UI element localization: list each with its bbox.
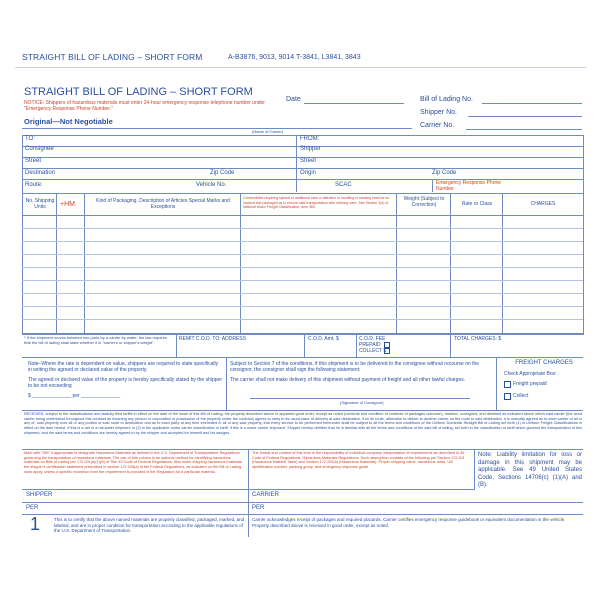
col-line — [450, 193, 451, 333]
page-number: 1 — [30, 514, 41, 534]
table-row-line — [22, 267, 583, 268]
carrier-name-field[interactable] — [22, 128, 412, 129]
zip-code-label[interactable]: Zip Code — [210, 170, 235, 176]
cod-amount-label[interactable]: C.O.D. Amt. $ — [308, 336, 339, 342]
liability-note: Note: Liability limitation for loss or damage in this shipment may be applicable. See 49 United States Code, Sections 14706(c) (1)(A) and (B). — [478, 452, 582, 488]
zip-code-label-2[interactable]: Zip Code — [432, 170, 457, 176]
shipper-label[interactable]: Shipper — [300, 146, 321, 152]
declared-value-field[interactable]: $ ______________ per ______________ — [28, 393, 121, 399]
hm-mark-note: Mark with "HM" if appropriate to designate Hazardous Materials as defined in the U.S. Department of Transportation Regulations governing the transportation of hazardous materials. The use of this column is an optional method for identifying hazardous materials on Bills of Lading per 172.201(a)(1)(iii) of Title 49 Code of Federal Regulations. Also when shipping hazardous materials, the shipper's certification statement prescribed in section 172.204(a) of the Federal Regulations, as indicated on the Bill of Lading does apply, unless a specific exception from the requirement is provided in the Regulation for a particular material. — [24, 451, 243, 474]
received-terms: RECEIVED, subject to the classifications and lawfully filed tariffs in effect on the date of the issue of this Bill of Lading, the property described above in apparent good order, except as noted (contents and condition of contents of packages unknown), marked, consigned, and destined as indicated above which said carrier (the word carrier being understood throughout this contract as meaning any person or corporation in possession of the property under the contract) agrees to carry to its usual place of delivery at said destination, if on its route, otherwise to deliver to another carrier on the route to said destination. It is mutually agreed as to each carrier of all or any of, said property over all or any portion of said route to destination and as to each party at any time interested in all or any said property, that every service to be performed hereunder shall be subject to all the terms and conditions of the Uniform Domestic Straight Bill of Lading set forth (1) in Uniform Freight Classifications in effect on the date hereof, if this is a rail or a rail-water shipment or (2) in the applicable motor carrier classification or tariff, if this is a motor carrier shipment. Shipper hereby certifies that he is familiar with all the terms and conditions of the said bill of lading, set forth in the classification or tariff which governs the transportation of this shipment, and the said terms and conditions are hereby agreed to by the shipper and accepted for himself and his assigns. — [24, 412, 582, 435]
carrier-per-label: PER — [252, 505, 265, 511]
name-of-carrier-caption: (Name of Carrier) — [252, 129, 284, 134]
carrier-signature-field[interactable] — [248, 502, 583, 503]
col-line — [240, 193, 241, 333]
agreed-value-statement: The agreed or declared value of the property is hereby specifically stated by the shipper to be not exceeding — [28, 377, 222, 389]
table-row-line — [22, 241, 583, 242]
consignee-label[interactable]: Consignee — [25, 146, 54, 152]
form-title: STRAIGHT BILL OF LADING – SHORT FORM — [24, 86, 253, 98]
value-note: Note–Where the rate is dependent on value, shippers are required to state specifically in writing the agreed or declared value of the property. — [28, 361, 219, 373]
top-strip-codes: A-B3876, 9013, 9014 T-3841, L3841, 3843 — [228, 54, 361, 61]
shipper-number-label: Shipper No. — [420, 109, 457, 116]
bol-number-label: Bill of Lading No. — [420, 96, 473, 103]
collect-freight-checkbox[interactable] — [504, 393, 511, 400]
col-line — [84, 193, 85, 333]
from-label: FROM: — [300, 136, 320, 142]
shipper-signature-field[interactable] — [22, 502, 248, 503]
remit-col-line — [304, 333, 305, 357]
remit-row-bottom — [22, 357, 583, 358]
table-row-line — [22, 319, 583, 320]
waterway-footnote: * If the shipment moves between two ports by a carrier by water, the law requires that the bill of lading shall state whether it is "carrier's or shipper's weight". — [24, 335, 167, 345]
freight-prepaid-checkbox[interactable] — [504, 381, 511, 388]
total-charges-label[interactable]: TOTAL CHARGES: $ — [454, 336, 502, 342]
emergency-divider — [432, 179, 433, 192]
signature-caption: (Signature of Consignor) — [340, 400, 384, 405]
collect-checkbox[interactable] — [384, 348, 390, 354]
value-col-line — [496, 357, 497, 410]
remit-row-top — [22, 333, 583, 334]
col-header-charges: CHARGES — [530, 201, 556, 207]
address-divider — [296, 135, 297, 192]
address-row-line — [22, 168, 583, 169]
cod-fee-label[interactable]: C.O.D. FEE PREPAID COLLECT $ — [359, 336, 387, 354]
route-label[interactable]: Route: — [25, 182, 43, 188]
to-label: TO: — [25, 136, 35, 142]
top-strip-title: STRAIGHT BILL OF LADING – SHORT FORM — [22, 52, 203, 62]
origin-label[interactable]: Origin — [300, 170, 317, 176]
section7-statement: Subject to Section 7 of the conditions, if this shipment is to be delivered to the consignee without recourse on the consignor, the consignor shall sign the following statement: — [230, 361, 480, 373]
remit-cod-label[interactable]: REMIT C.O.D. TO: ADDRESS — [179, 336, 246, 342]
strip-divider — [15, 67, 586, 68]
hm-col-line — [248, 449, 249, 489]
carrier-shall-statement: The carrier shall not make delivery of this shipment without payment of freight and all other lawful charges. — [230, 377, 466, 383]
shipper-number-field[interactable] — [468, 116, 582, 117]
emergency-phone-label[interactable]: Emergency Response Phone Number — [436, 180, 502, 192]
table-row-line — [22, 293, 583, 294]
carrier-signature-label: CARRIER — [252, 492, 280, 498]
date-field[interactable] — [304, 103, 404, 104]
col-line — [56, 193, 57, 333]
table-row-line — [22, 254, 583, 255]
col-header-shipping-units: No. Shipping Units — [25, 198, 55, 210]
col-header-commodities-note: Commodities requiring special or additional care or attention in handling or stowing must be so marked and packaged as to ensure safe transportation with ordinary care. See Section 2(e) of National Motor Freight Classification, Item 360. — [243, 196, 390, 209]
original-not-negotiable: Original—Not Negotiable — [24, 117, 113, 126]
value-row-bottom — [22, 410, 583, 411]
col-line — [396, 193, 397, 333]
hazmat-notice: NOTICE: Shippers of hazardous materials must enter 24-hour emergency response telephone number under "Emergency Response Phone Number." — [24, 100, 265, 112]
street-label-2[interactable]: Street — [300, 158, 317, 164]
carrier-number-label: Carrier No. — [420, 122, 455, 129]
shipper-per-field[interactable] — [22, 514, 248, 515]
scac-label[interactable]: SCAC — [335, 182, 352, 188]
carrier-acknowledgement: Carrier acknowledges receipt of packages and required placards. Carrier certifies emergency response guidebook or equivalent documentation in the vehicle. Property described above is received in good order, except as noted. — [252, 517, 566, 528]
col-header-weight: Weight (Subject to Correction) — [403, 196, 445, 208]
date-label: Date — [286, 96, 301, 103]
freight-prepaid-label: Freight prepaid — [513, 381, 547, 387]
table-row-line — [22, 280, 583, 281]
street-label[interactable]: Street — [25, 158, 42, 164]
shipper-signature-label: SHIPPER — [26, 492, 53, 498]
hm-col-line — [474, 449, 475, 489]
shipper-certification: This is to certify that the above named materials are properly classified, packaged, marked, and labeled, and are in proper condition for transportation according to the applicable regulations of the U.S. Department of Transportation. — [54, 517, 245, 533]
check-box-instruction: Check Appropriate Box: — [504, 371, 557, 377]
format-responsibility-note: The format and content of this form is the responsibility of individual company interpretation of requirements as described in 49 Code of Federal Regulations, Hazardous Materials Regulations. Such description consists of the following per Section 172.201 (Hazardous Material Table) and Section 172.202(a) (Hazardous Materials). Proper shipping name, hazardous class, UN identification number, packing group, and emergency response guide. — [252, 451, 465, 470]
value-col-line — [226, 357, 227, 410]
sig-col-line — [248, 489, 249, 537]
table-row-line — [22, 228, 583, 229]
top-strip — [0, 0, 600, 68]
col-header-rate: Rate or Class — [461, 201, 493, 207]
carrier-number-field[interactable] — [466, 129, 582, 130]
destination-label[interactable]: Destination — [25, 170, 56, 176]
remit-col-line — [356, 333, 357, 357]
vehicle-no-label[interactable]: Vehicle No. — [196, 182, 227, 188]
col-header-kind: Kind of Packaging, Description of Articles Special Marks and Exceptions — [96, 198, 230, 210]
table-row-line — [22, 306, 583, 307]
remit-col-line — [176, 333, 177, 357]
table-header-line — [22, 215, 583, 216]
col-line — [502, 193, 503, 333]
collect-label: Collect — [513, 393, 529, 399]
consignor-signature-field[interactable] — [250, 398, 470, 399]
bol-number-field[interactable] — [482, 103, 582, 104]
col-header-hm: +HM — [60, 201, 75, 208]
shipper-per-label: PER — [26, 505, 39, 511]
carrier-per-field[interactable] — [248, 514, 583, 515]
freight-charges-heading: FREIGHT CHARGES — [515, 360, 573, 366]
remit-col-line — [450, 333, 451, 357]
terms-bottom-line — [22, 449, 583, 450]
